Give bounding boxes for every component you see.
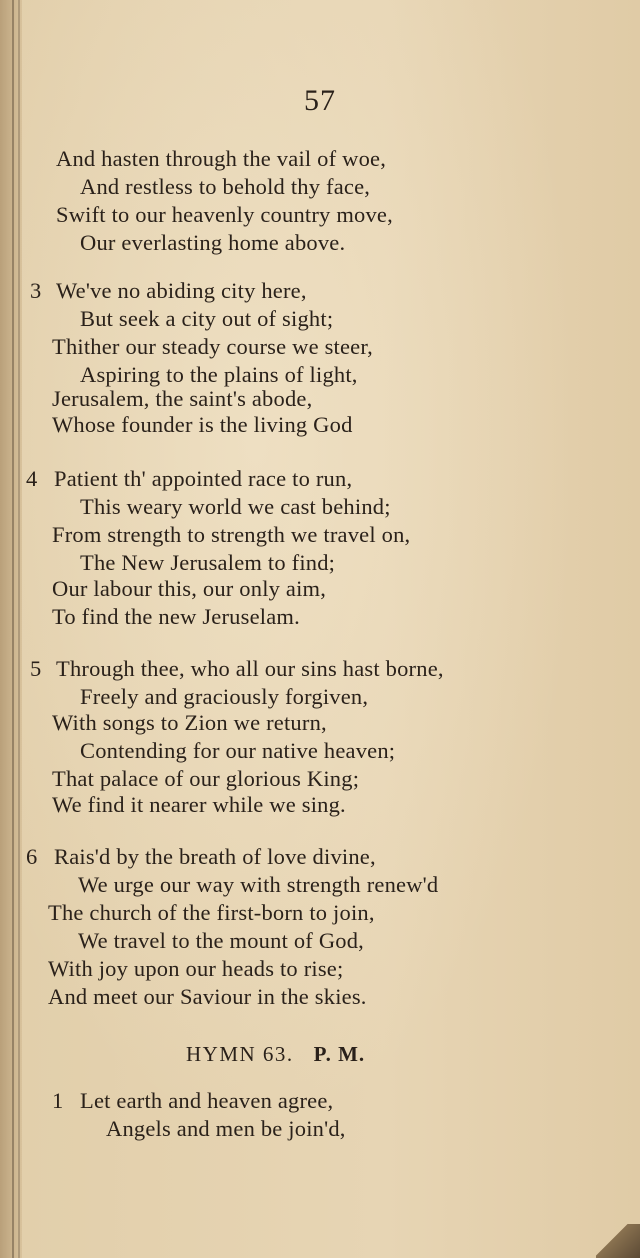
stanza-number: 3 — [30, 278, 42, 303]
verse-line: Let earth and heaven agree, — [80, 1088, 334, 1113]
stanza-number: 5 — [30, 656, 42, 681]
verse-line: Swift to our heavenly country move, — [56, 202, 393, 227]
verse-line: That palace of our glorious King; — [52, 766, 360, 791]
verse-line: Our everlasting home above. — [80, 230, 346, 255]
stanza-number: 6 — [26, 844, 38, 869]
book-gutter — [0, 0, 22, 1258]
verse-line: Freely and graciously forgiven, — [80, 684, 369, 709]
verse-line: Contending for our native heaven; — [80, 738, 396, 763]
hymn-heading — [186, 1042, 365, 1067]
verse-line: We find it nearer while we sing. — [52, 792, 346, 817]
verse-line: We've no abiding city here, — [56, 278, 307, 303]
verse-line: Our labour this, our only aim, — [52, 576, 327, 601]
verse-line: We urge our way with strength renew'd — [78, 872, 439, 897]
stanza-number: 1 — [52, 1088, 64, 1113]
verse-line: With songs to Zion we return, — [52, 710, 327, 735]
verse-line: Rais'd by the breath of love divine, — [54, 844, 376, 869]
verse-line: Aspiring to the plains of light, — [80, 362, 358, 387]
verse-line: Thither our steady course we steer, — [52, 334, 373, 359]
verse-line: But seek a city out of sight; — [80, 306, 334, 331]
verse-line: To find the new Jeruselam. — [52, 604, 300, 629]
page-corner-damage — [596, 1224, 640, 1258]
verse-line: Angels and men be join'd, — [106, 1116, 346, 1141]
verse-line: This weary world we cast behind; — [80, 494, 391, 519]
verse-line: The church of the first-born to join, — [48, 900, 375, 925]
verse-line: And meet our Saviour in the skies. — [48, 984, 367, 1009]
stanza-number: 4 — [26, 466, 38, 491]
verse-line: The New Jerusalem to find; — [80, 550, 336, 575]
verse-line: With joy upon our heads to rise; — [48, 956, 344, 981]
verse-line: We travel to the mount of God, — [78, 928, 364, 953]
verse-line: And hasten through the vail of woe, — [56, 146, 387, 171]
page-number: 57 — [304, 84, 336, 117]
verse-line: Through thee, who all our sins hast borne, — [56, 656, 444, 681]
verse-line: Patient th' appointed race to run, — [54, 466, 353, 491]
verse-line: Whose founder is the living God — [52, 412, 353, 437]
verse-line: From strength to strength we travel on, — [52, 522, 411, 547]
hymn-title: HYMN 63. — [186, 1042, 294, 1066]
verse-line: Jerusalem, the saint's abode, — [52, 386, 313, 411]
hymn-meter: P. M. — [313, 1042, 366, 1066]
verse-line: And restless to behold thy face, — [80, 174, 371, 199]
